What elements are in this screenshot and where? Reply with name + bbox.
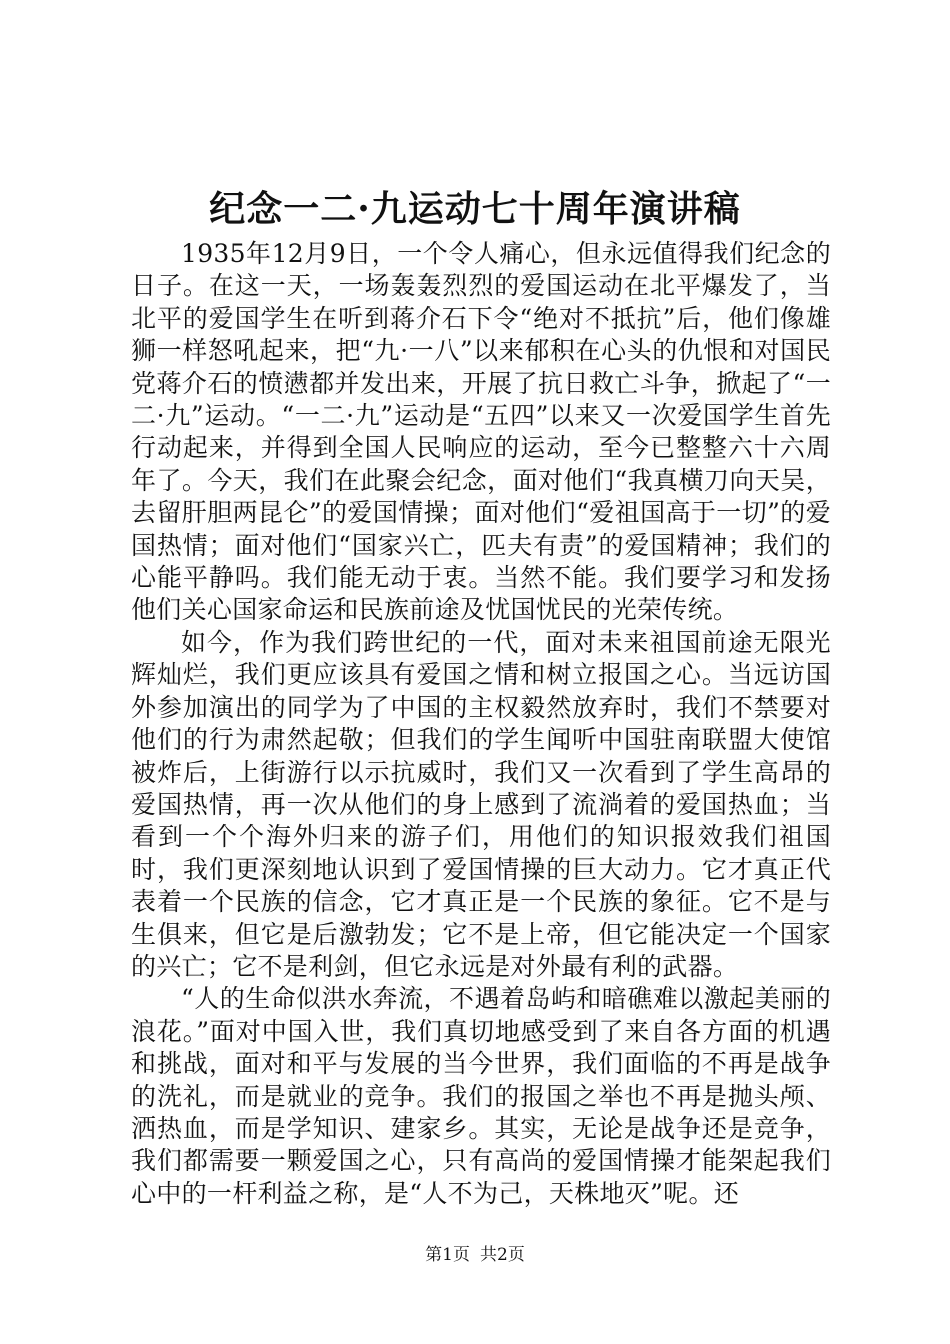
document-title: 纪念一二·九运动七十周年演讲稿 [209, 188, 741, 230]
document-body [131, 238, 831, 1210]
paragraph: 如今，作为我们跨世纪的一代，面对未来祖国前途无限光辉灿烂，我们更应该具有爱国之情和树立报国之心。当远访国外参加演出的同学为了中国的主权毅然放弃时，我们不禁要对他们的行为肃然起敬；但我们的学生闻听中国驻南联盟大使馆被炸后，上街游行以示抗威时，我们又一次看到了学生高昂的爱国热情，再一次从他们的身上感到了流淌着的爱国热血；当看到一个个海外归来的游子们，用他们的知识报效我们祖国时，我们更深刻地认识到了爱国情操的巨大动力。它才真正代表着一个民族的信念，它才真正是一个民族的象征。它不是与生俱来，但它是后激勃发；它不是上帝，但它能决定一个国家的兴亡；它不是利剑，但它永远是对外最有利的武器。 [131, 627, 831, 981]
page-number: 第1页 [425, 1245, 470, 1265]
paragraph: “人的生命似洪水奔流，不遇着岛屿和暗礁难以激起美丽的浪花。”面对中国入世，我们真切地感受到了来自各方面的机遇和挑战，面对和平与发展的当今世界，我们面临的不再是战争的洗礼，而是就业的竞争。我们的报国之举也不再是抛头颅、洒热血，而是学知识、建家乡。其实，无论是战争还是竞争，我们都需要一颗爱国之心，只有高尚的爱国情操才能架起我们心中的一杆利益之称，是“人不为己，天株地灭”呢。还 [131, 984, 831, 1208]
page-footer [0, 1244, 950, 1266]
page-total: 共2页 [480, 1245, 525, 1265]
paragraph: 1935年12月9日，一个令人痛心，但永远值得我们纪念的日子。在这一天，一场轰轰烈烈的爱国运动在北平爆发了，当北平的爱国学生在听到蒋介石下令“绝对不抵抗”后，他们像雄狮一样怒吼起来，把“九·一八”以来郁积在心头的仇恨和对国民党蒋介石的愤懑都并发出来，开展了抗日救亡斗争，掀起了“一二·九”运动。“一二·九”运动是“五四”以来又一次爱国学生首先行动起来，并得到全国人民响应的运动，至今已整整六十六周年了。今天，我们在此聚会纪念，面对他们“我真横刀向天吴，去留肝胆两昆仑”的爱国情操；面对他们“爱祖国高于一切”的爱国热情；面对他们“国家兴亡，匹夫有责”的爱国精神；我们的心能平静吗。我们能无动于衷。当然不能。我们要学习和发扬他们关心国家命运和民族前途及忧国忧民的光荣传统。 [131, 239, 831, 625]
